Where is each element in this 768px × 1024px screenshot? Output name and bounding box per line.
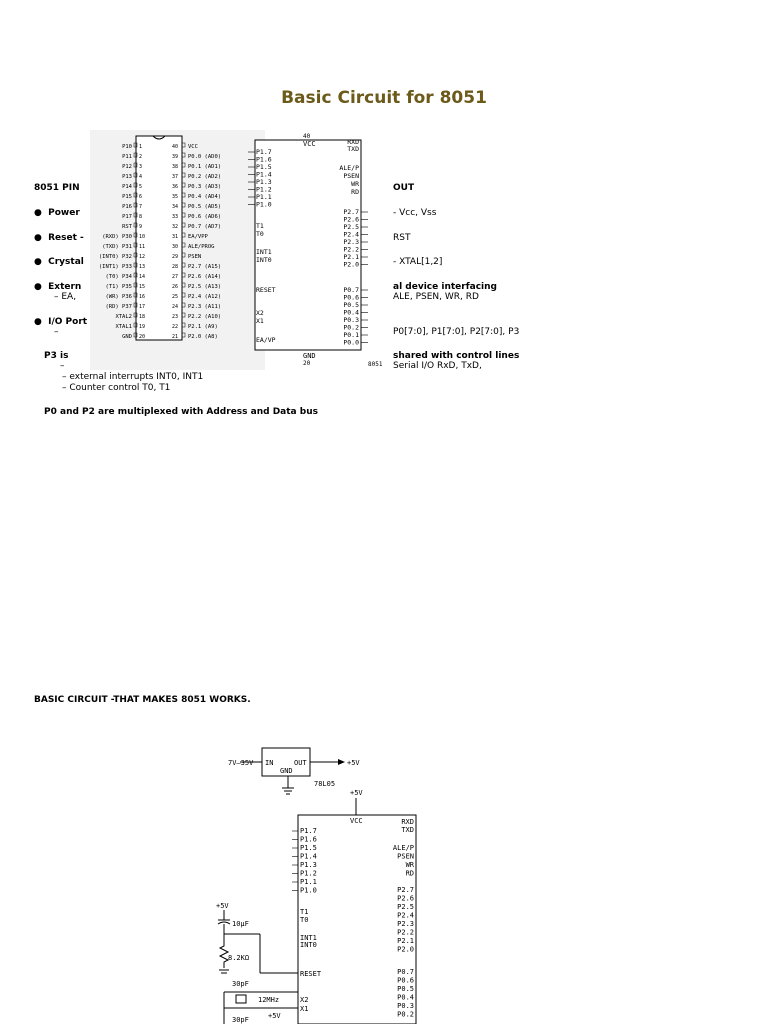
pin-number: 16	[139, 294, 146, 300]
circuit-schematic	[200, 740, 460, 1024]
chip2-right-label: PSEN	[397, 852, 414, 861]
chip2-p0-label: P0.4	[397, 993, 414, 1002]
pinout-left-label: P12	[122, 164, 132, 170]
reg-output: +5V	[347, 759, 360, 767]
chip2-p0-label: P0.3	[397, 1002, 414, 1010]
chip-p0-label: P0.4	[343, 308, 359, 317]
reg-input: 7V–35V	[228, 759, 254, 767]
pinout-left-label: P14	[122, 184, 132, 190]
pinout-left-label: RST	[122, 224, 132, 230]
cap-c1: 30pF	[232, 980, 249, 988]
chip-p1-label: P1.2	[256, 185, 272, 194]
chip2-vcc: VCC	[350, 817, 363, 825]
chip-p1-label: P1.5	[256, 163, 272, 171]
pinout-left-label: (INT1) P33	[98, 264, 132, 270]
pin-number: 30	[172, 244, 179, 250]
chip2-p2-label: P2.1	[397, 937, 414, 945]
pinout-left-label: (T1) P35	[105, 284, 132, 290]
chip-left-label: T0	[256, 230, 264, 238]
pinout-left-label: GND	[122, 334, 132, 340]
p3-serial: Serial I/O RxD, TxD,	[393, 361, 482, 371]
chip-left-label: EA/VP	[256, 336, 276, 344]
chip-symbol-top	[248, 130, 388, 370]
chip-p2-label: P2.7	[343, 208, 359, 216]
pin-number: 1	[139, 144, 143, 150]
crystal-freq: 12MHz	[258, 996, 280, 1004]
pinout-left-label: P13	[122, 174, 132, 180]
pinout-diagram	[90, 130, 265, 370]
chip2-p0-label: P0.5	[397, 985, 414, 993]
pin-number: 6	[139, 194, 143, 200]
gnd-label: GND	[303, 352, 316, 360]
pinout-right-label: P0.5 (AD5)	[188, 204, 222, 210]
heading-out: OUT	[393, 183, 415, 193]
io-label: I/O Port	[48, 317, 88, 327]
chip-p2-label: P2.2	[343, 245, 359, 254]
pinout-right-label: P2.1 (A9)	[188, 324, 218, 330]
p3-sub: –	[60, 361, 65, 371]
chip-p2-label: P2.4	[343, 230, 359, 239]
reset-value: RST	[393, 233, 411, 243]
chip2-left-label: INT0	[300, 941, 317, 949]
pinout-left-label: (RXD) P30	[102, 234, 132, 240]
chip-p1-label: P1.1	[256, 193, 272, 201]
chip2-p1-label: P1.5	[300, 844, 317, 852]
chip-p2-label: P2.3	[343, 238, 359, 246]
chip-p0-label: P0.0	[343, 338, 359, 347]
pin-number: 20	[139, 334, 146, 340]
bullet-power: ● Power	[34, 208, 80, 218]
heading-8051-pin: 8051 PIN	[34, 183, 80, 193]
chip2-p2-label: P2.2	[397, 928, 414, 937]
pin-number: 14	[139, 274, 146, 280]
chip-p1-label: P1.4	[256, 170, 272, 179]
chip-right-label: ALE/P	[339, 164, 359, 172]
pin-number: 19	[139, 324, 146, 330]
pin-number: 13	[139, 264, 146, 270]
chip2-right-label: WR	[405, 861, 414, 869]
pinout-right-label: P0.6 (AD6)	[188, 214, 222, 220]
chip-p0-label: P0.5	[343, 301, 359, 309]
pin-number: 21	[172, 334, 179, 340]
chip2-right-label: RD	[405, 869, 414, 878]
pinout-left-label: P15	[122, 194, 132, 200]
mux-note: P0 and P2 are multiplexed with Address and Data bus	[44, 407, 318, 417]
extern-right: al device interfacing	[393, 282, 497, 292]
chip-right-label: WR	[351, 180, 359, 188]
io-value: P0[7:0], P1[7:0], P2[7:0], P3	[393, 327, 520, 337]
pin-number: 17	[139, 304, 146, 310]
chip-left-label: INT1	[256, 248, 272, 256]
pin-number: 3	[139, 164, 143, 170]
pin-number: 18	[139, 314, 146, 320]
pinout-right-label: P2.2 (A10)	[188, 314, 222, 320]
chip2-p2-label: P2.5	[397, 903, 414, 911]
pinout-right-label: P0.4 (AD4)	[188, 194, 222, 200]
pinout-right-label: P2.3 (A11)	[188, 304, 222, 310]
chip-right-label: RXD	[347, 138, 359, 146]
power-value: - Vcc, Vss	[393, 208, 437, 218]
chip-p2-label: P2.1	[343, 253, 359, 261]
pinout-right-label: VCC	[188, 144, 198, 150]
chip-p0-label: P0.2	[343, 323, 359, 332]
pin-number: 15	[139, 284, 146, 290]
chip2-p2-label: P2.6	[397, 894, 414, 903]
bullet-extern: ● Extern	[34, 282, 82, 292]
chip2-p1-label: P1.2	[300, 869, 317, 878]
pin-number: 39	[172, 154, 179, 160]
chip2-p2-label: P2.7	[397, 886, 414, 894]
chip2-left-label: X2	[300, 996, 309, 1004]
pin-number: 5	[139, 184, 143, 190]
pin-number: 27	[172, 274, 179, 280]
chip-right-label: TXD	[347, 145, 359, 153]
p3-interrupts: – external interrupts INT0, INT1	[62, 372, 204, 382]
chip-name: 8051	[368, 361, 383, 368]
bullet-reset: ● Reset -	[34, 233, 84, 243]
chip-left-label: X1	[256, 317, 264, 325]
pin-number: 32	[172, 224, 179, 230]
pinout-left-label: P11	[122, 154, 132, 160]
pin-number: 11	[139, 244, 146, 250]
pinout-left-label: P10	[122, 144, 132, 150]
chip-left-label: X2	[256, 309, 264, 317]
reset-supply: +5V	[216, 902, 229, 910]
chip-left-label: RESET	[256, 286, 276, 294]
ea-supply: +5V	[268, 1012, 281, 1020]
pin-number: 4	[139, 174, 143, 180]
pin-number: 23	[172, 314, 179, 320]
pinout-left-label: (RD) P37	[105, 304, 132, 310]
chip2-p0-label: P0.2	[397, 1010, 414, 1019]
chip-p1-label: P1.7	[256, 148, 272, 156]
crystal-value: - XTAL[1,2]	[393, 257, 443, 267]
pin-number: 12	[139, 254, 146, 260]
pinout-right-label: P0.7 (AD7)	[188, 224, 222, 230]
pinout-left-label: (INT0) P32	[98, 254, 132, 260]
power-label: Power	[48, 208, 80, 218]
pinout-left-label: XTAL2	[115, 314, 132, 320]
pinout-left-label: (TXD) P31	[102, 244, 132, 250]
crystal-label: Crystal	[48, 257, 84, 267]
chip-p0-label: P0.3	[343, 316, 359, 324]
pin-number: 22	[172, 324, 179, 330]
pinout-left-label: (WR) P36	[105, 294, 132, 300]
cap-c2: 30pF	[232, 1016, 249, 1024]
reset-res: 8.2KΩ	[228, 954, 250, 962]
bullet-io: ● I/O Port	[34, 317, 88, 327]
pinout-left-label: P16	[122, 204, 132, 210]
chip-p1-label: P1.0	[256, 200, 272, 209]
pinout-right-label: P0.1 (AD1)	[188, 164, 222, 170]
chip2-left-label: X1	[300, 1005, 309, 1013]
pinout-right-label: P2.7 (A15)	[188, 264, 222, 270]
pin-number: 33	[172, 214, 179, 220]
section-heading: BASIC CIRCUIT -THAT MAKES 8051 WORKS.	[34, 695, 251, 705]
bullet-crystal: ● Crystal	[34, 257, 84, 267]
page-title: Basic Circuit for 8051	[281, 88, 487, 108]
chip-p0-label: P0.7	[343, 286, 359, 294]
pin-number: 10	[139, 234, 146, 240]
pin-number: 2	[139, 154, 143, 160]
pinout-right-label: P2.4 (A12)	[188, 294, 222, 300]
reg-in: IN	[265, 759, 274, 767]
pin-number: 31	[172, 234, 179, 240]
reset-cap: 10µF	[232, 920, 249, 928]
pin-number: 26	[172, 284, 179, 290]
chip2-p0-label: P0.7	[397, 968, 414, 976]
reset-label: Reset -	[48, 233, 84, 243]
pinout-right-label: ALE/PROG	[188, 244, 215, 250]
pin-number: 9	[139, 224, 143, 230]
vcc-label: VCC	[303, 140, 316, 148]
pin-number: 36	[172, 184, 179, 190]
pin-number: 25	[172, 294, 179, 300]
pin-number: 38	[172, 164, 179, 170]
chip2-right-label: ALE/P	[392, 844, 414, 852]
chip2-left-label: T1	[300, 908, 309, 916]
chip-right-label: PSEN	[343, 172, 359, 180]
chip2-p0-label: P0.6	[397, 976, 414, 985]
chip2-p2-label: P2.4	[397, 911, 414, 920]
chip2-p2-label: P2.0	[397, 945, 414, 954]
chip2-left-label: INT1	[300, 934, 317, 942]
chip2-p1-label: P1.1	[300, 878, 317, 886]
chip-p1-label: P1.3	[256, 178, 272, 186]
pin-number: 34	[172, 204, 179, 210]
chip2-p1-label: P1.3	[300, 861, 317, 869]
chip2-p2-label: P2.3	[397, 920, 414, 928]
pin-number: 37	[172, 174, 179, 180]
io-sub: –	[54, 327, 59, 337]
chip-right-label: RD	[351, 188, 359, 196]
chip2-right-label: TXD	[401, 826, 414, 834]
reg-gnd: GND	[280, 767, 293, 775]
pinout-left-label: XTAL1	[115, 324, 132, 330]
pinout-right-label: P2.0 (A8)	[188, 334, 218, 340]
p3-counter: – Counter control T0, T1	[62, 383, 171, 393]
chip-p2-label: P2.6	[343, 215, 359, 224]
chip-left-label: INT0	[256, 256, 272, 264]
pin20-num: 20	[303, 360, 311, 367]
extern-sub-right: ALE, PSEN, WR, RD	[393, 292, 479, 302]
chip2-right-label: RXD	[401, 818, 414, 826]
chip-p1-label: P1.6	[256, 155, 272, 164]
pinout-right-label: P2.5 (A13)	[188, 284, 222, 290]
pinout-right-label: P2.6 (A14)	[188, 274, 222, 280]
extern-label: Extern	[48, 282, 82, 292]
pin-number: 29	[172, 254, 179, 260]
pin-number: 35	[172, 194, 179, 200]
pinout-right-label: P0.2 (AD2)	[188, 174, 222, 180]
chip-p2-label: P2.0	[343, 260, 359, 269]
pin-number: 28	[172, 264, 179, 270]
reg-out: OUT	[294, 759, 307, 767]
chip2-p1-label: P1.7	[300, 827, 317, 835]
chip-p0-label: P0.6	[343, 293, 359, 302]
reg-part: 78L05	[314, 780, 336, 788]
chip2-left-label: RESET	[300, 970, 322, 978]
vcc-supply: +5V	[350, 789, 363, 797]
p3-right: shared with control lines	[393, 351, 520, 361]
pin-number: 24	[172, 304, 179, 310]
chip2-p1-label: P1.4	[300, 852, 317, 861]
pinout-right-label: EA/VPP	[188, 234, 208, 240]
pinout-left-label: (T0) P34	[105, 274, 132, 280]
p3-label: P3 is	[44, 351, 69, 361]
pin-number: 8	[139, 214, 143, 220]
chip2-left-label: T0	[300, 916, 309, 924]
pinout-left-label: P17	[122, 214, 132, 220]
pin-number: 7	[139, 204, 143, 210]
chip2-p1-label: P1.0	[300, 886, 317, 895]
pin40-num: 40	[303, 133, 311, 140]
chip-p2-label: P2.5	[343, 223, 359, 231]
pin-number: 40	[172, 144, 179, 150]
pinout-right-label: P0.3 (AD3)	[188, 184, 222, 190]
extern-sub: – EA,	[54, 292, 77, 302]
chip2-p1-label: P1.6	[300, 835, 317, 844]
pinout-right-label: PSEN	[188, 254, 202, 260]
chip-p0-label: P0.1	[343, 331, 359, 339]
pinout-right-label: P0.0 (AD0)	[188, 154, 222, 160]
chip-left-label: T1	[256, 222, 264, 230]
